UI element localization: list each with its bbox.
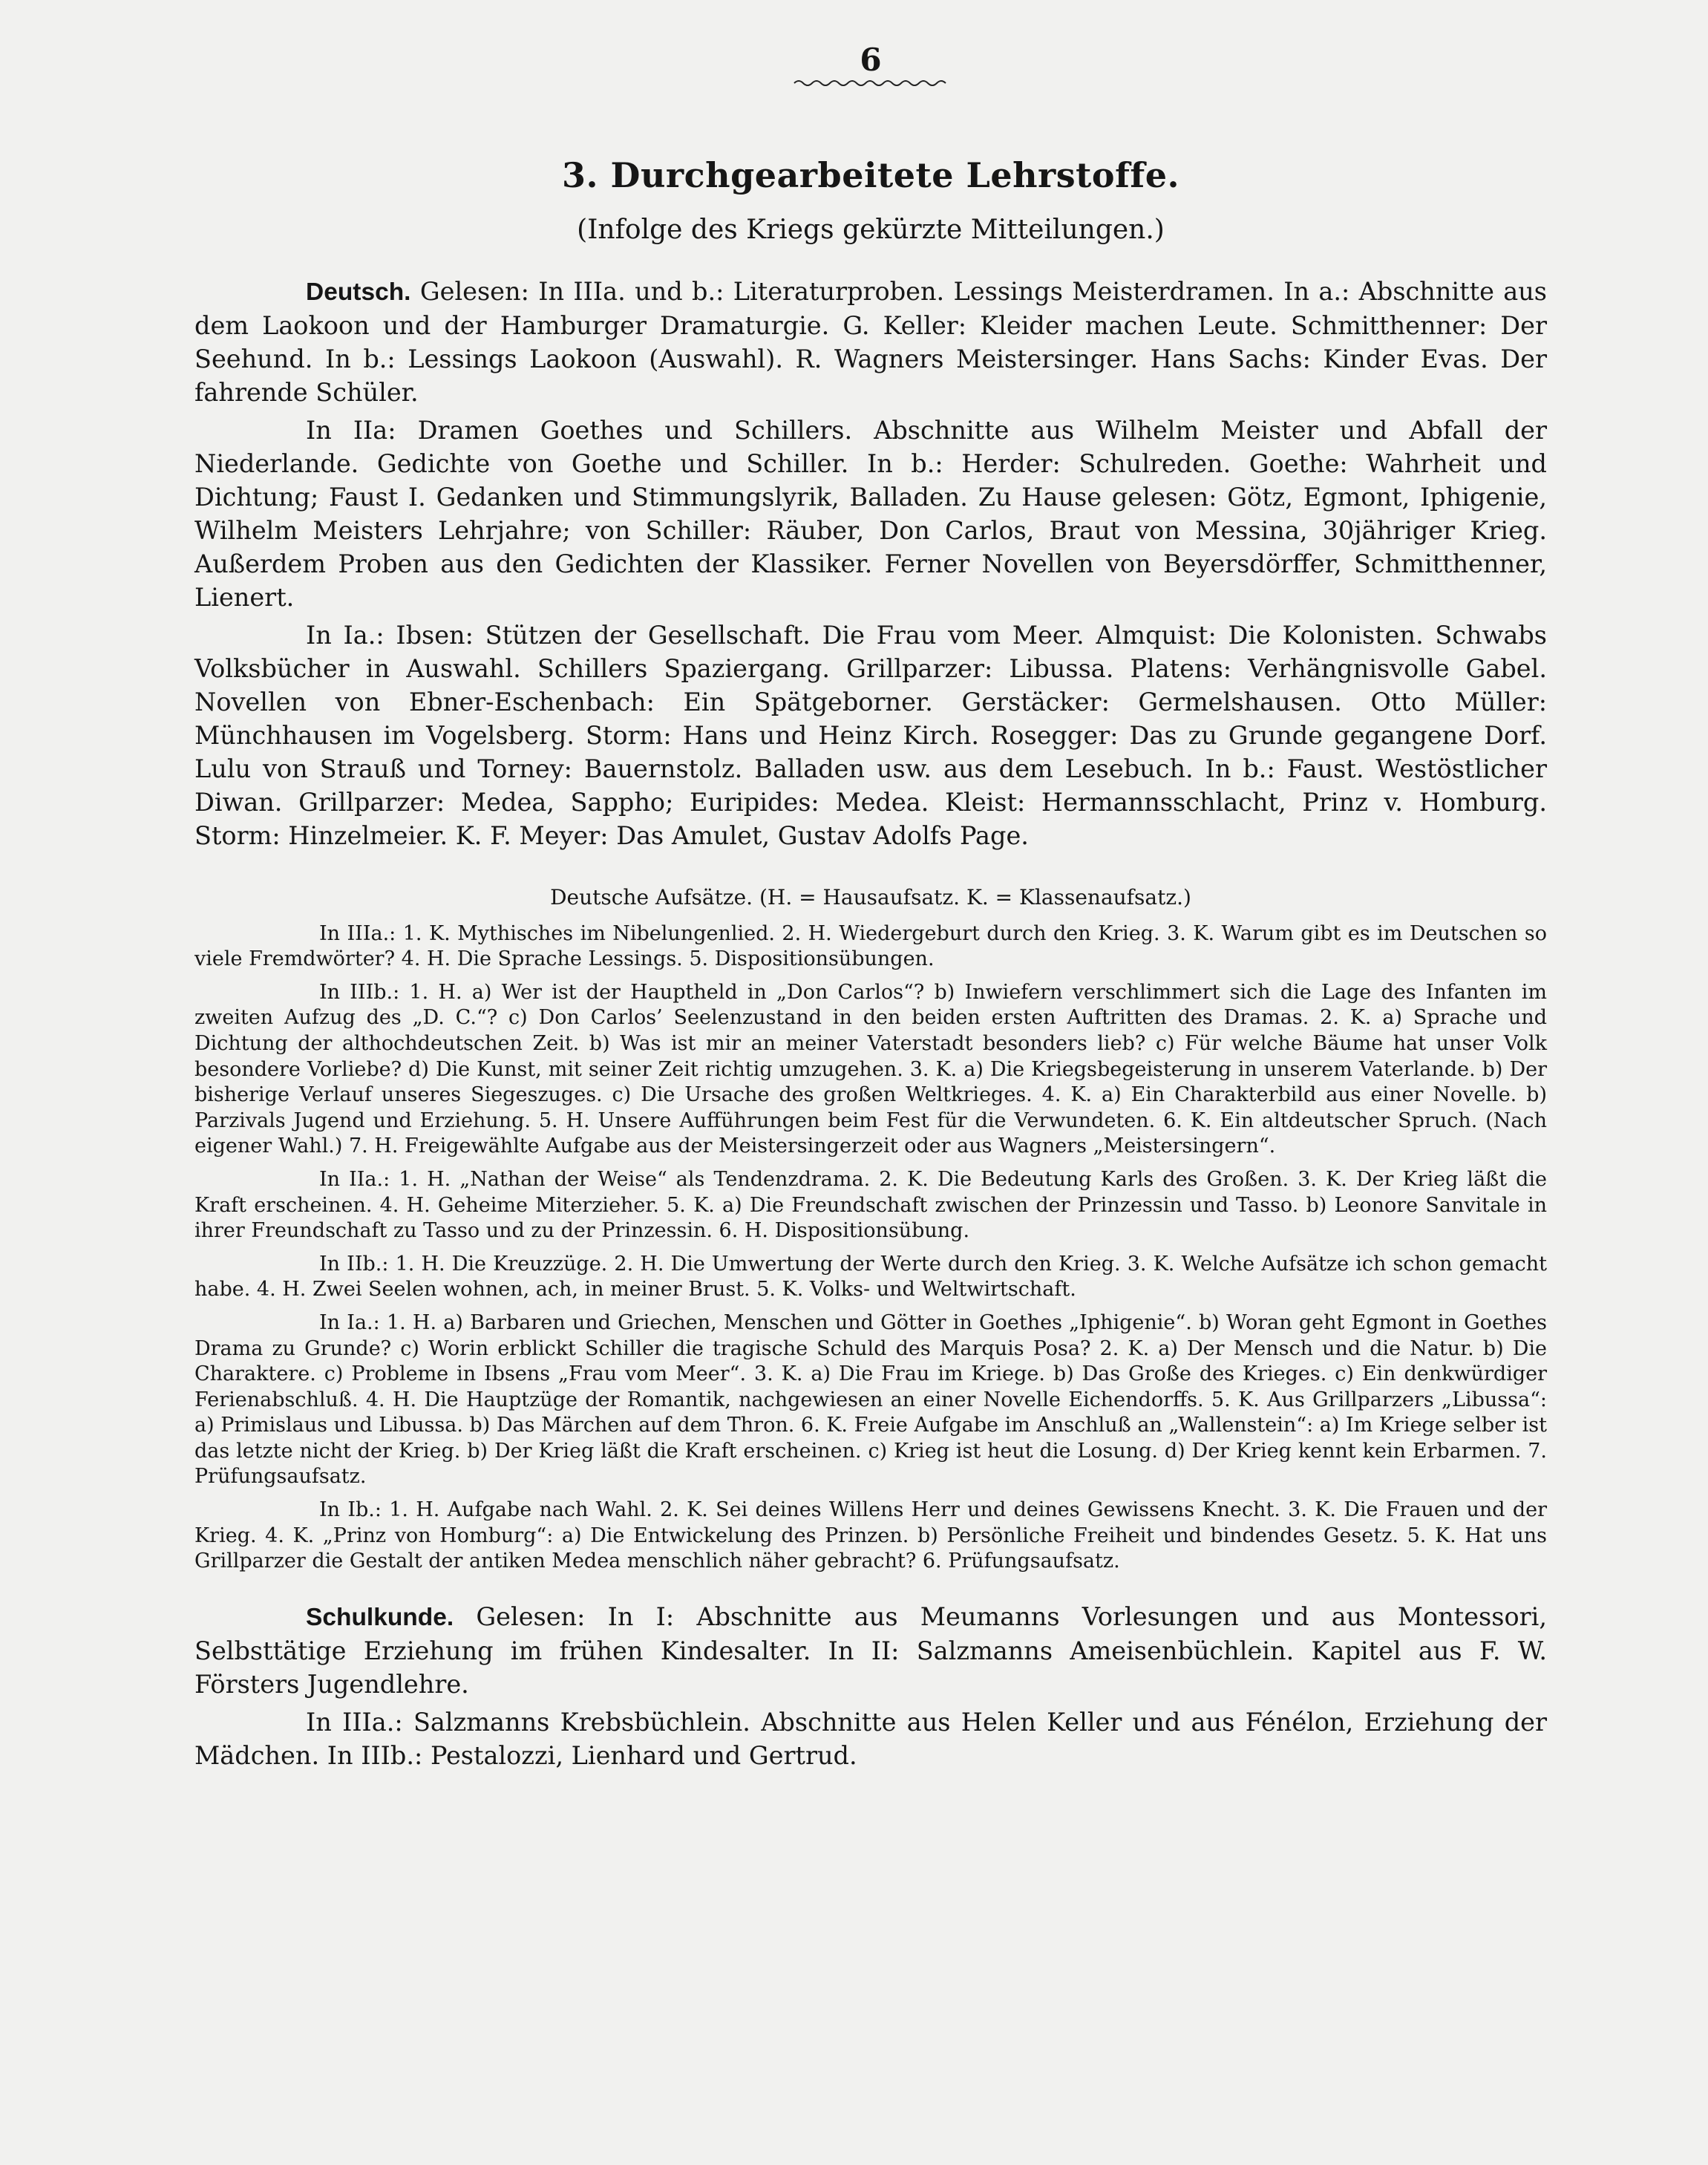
schulkunde-heading: Schulkunde. (306, 1603, 454, 1631)
deutsch-paragraph-3: In Ia.: Ibsen: Stützen der Gesellschaft. Die Frau vom Meer. Almquist: Die Kolonisten. Schwabs Volksbücher in Auswahl. Schillers Spaziergang. Grillparzer: Libussa. Platens: Verhängnisvolle Gabel. Novellen von Ebner-Eschenbach: Ein Spätgeborner. Gerstäcker: Germelshausen. Otto Müller: Münchhausen im Vogelsberg. Storm: Hans und Heinz Kirch. Rosegger: Das zu Grunde gegangene Dorf. Lulu von Strauß und Torney: Bauernstolz. Balladen usw. aus dem Lesebuch. In b.: Faust. Westöstlicher Diwan. Grillparzer: Medea, Sappho; Euripides: Medea. Kleist: Hermannsschlacht, Prinz v. Homburg. Storm: Hinzelmeier. K. F. Meyer: Das Amulet, Gustav Adolfs Page. (194, 621, 1547, 850)
deutsch-text-1: Gelesen: In IIIa. und b.: Literaturproben. Lessings Meisterdramen. In a.: Abschnitte aus dem Laokoon und der Hamburger Dramaturgie. G. Keller: Kleider machen Leute. Schmitthenner: Der Seehund. In b.: Lessings Laokoon (Auswahl). R. Wagners Meistersinger. Hans Sachs: Kinder Evas. Der fahrende Schüler. (194, 277, 1547, 407)
aufsaetze-IIb: In IIb.: 1. H. Die Kreuzzüge. 2. H. Die Umwertung der Werte durch den Krieg. 3. K. Welche Aufsätze ich schon gemacht habe. 4. H. Zwei Seelen wohnen, ach, in meiner Brust. 5. K. Volks- und Weltwirtschaft. (194, 1252, 1547, 1302)
aufsaetze-IIIa: In IIIa.: 1. K. Mythisches im Nibelungenlied. 2. H. Wiedergeburt durch den Krieg. 3. K. Warum gibt es im Deutschen so viele Fremdwörter? 4. H. Die Sprache Lessings. 5. Dispositionsübungen. (194, 921, 1547, 971)
deutsch-heading: Deutsch. (306, 278, 411, 306)
schulkunde-section (194, 1600, 1547, 1772)
aufsaetze-Ib: In Ib.: 1. H. Aufgabe nach Wahl. 2. K. Sei deines Willens Herr und deines Gewissens Knecht. 3. K. Die Frauen und der Krieg. 4. K. „Prinz von Homburg“: a) Die Entwickelung des Prinzen. b) Persönliche Freiheit und bindendes Gesetz. 5. K. Hat uns Grillparzer die Gestalt der antiken Medea menschlich näher gebracht? 6. Prüfungsaufsatz. (194, 1498, 1547, 1573)
aufsaetze-section (194, 885, 1547, 1575)
aufsaetze-IIa: In IIa.: 1. H. „Nathan der Weise“ als Tendenzdrama. 2. K. Die Bedeutung Karls des Großen. 3. K. Der Krieg läßt die Kraft erscheinen. 4. H. Geheime Miterzieher. 5. K. a) Die Freundschaft zwischen der Prinzessin und Tasso. b) Leonore Sanvitale in ihrer Freundschaft zu Tasso und zu der Prinzessin. 6. H. Dispositionsübung. (194, 1167, 1547, 1243)
section-subtitle: (Infolge des Kriegs gekürzte Mitteilungen.) (577, 215, 1165, 245)
schulkunde-paragraph-1 (194, 1600, 1547, 1701)
wavy-ornament (194, 77, 1547, 91)
deutsch-paragraph-1 (194, 275, 1547, 409)
aufsaetze-Ia: In Ia.: 1. H. a) Barbaren und Griechen, Menschen und Götter in Goethes „Iphigenie“. b) Woran geht Egmont in Goethes Drama zu Grunde? c) Worin erblickt Schiller die tragische Schuld des Marquis Posa? 2. K. a) Der Mensch und die Natur. b) Die Charaktere. c) Probleme in Ibsens „Frau vom Meer“. 3. K. a) Die Frau im Kriege. b) Das Große des Krieges. c) Ein denkwürdiger Ferienabschluß. 4. H. Die Hauptzüge der Romantik, nachgewiesen an einer Novelle Eichendorffs. 5. K. Aus Grillparzers „Libussa“: a) Primislaus und Libussa. b) Das Märchen auf dem Thron. 6. K. Freie Aufgabe im Anschluß an „Wallenstein“: a) Im Kriege selber ist das letzte nicht der Krieg. b) Der Krieg läßt die Kraft erscheinen. c) Krieg ist heut die Losung. d) Der Krieg kennt kein Erbarmen. 7. Prüfungsaufsatz. (194, 1310, 1547, 1489)
schulkunde-text-1: Gelesen: In I: Abschnitte aus Meumanns Vorlesungen und aus Montessori, Selbsttätige Erziehung im frühen Kindesalter. In II: Salzmanns Ameisenbüchlein. Kapitel aus F. W. Försters Jugendlehre. (194, 1601, 1547, 1699)
page-number: 6 (860, 42, 882, 78)
document-page (194, 42, 1547, 1772)
deutsch-paragraph-2: In IIa: Dramen Goethes und Schillers. Abschnitte aus Wilhelm Meister und Abfall der Niederlande. Gedichte von Goethe und Schiller. In b.: Herder: Schulreden. Goethe: Wahrheit und Dichtung; Faust I. Gedanken und Stimmungslyrik, Balladen. Zu Hause gelesen: Götz, Egmont, Iphigenie, Wilhelm Meisters Lehrjahre; von Schiller: Räuber, Don Carlos, Braut von Messina, 30jähriger Krieg. Außerdem Proben aus den Gedichten der Klassiker. Ferner Novellen von Beyersdörffer, Schmitthenner, Lienert. (194, 416, 1547, 612)
aufsaetze-heading: Deutsche Aufsätze. (H. = Hausaufsatz. K. = Klassenaufsatz.) (550, 885, 1191, 910)
wavy-rule-icon (793, 78, 949, 88)
section-title: 3. Durchgearbeitete Lehrstoffe. (562, 155, 1179, 195)
deutsch-section (194, 275, 1547, 852)
aufsaetze-IIIb: In IIIb.: 1. H. a) Wer ist der Hauptheld in „Don Carlos“? b) Inwiefern verschlimmert sich die Lage des Infanten im zweiten Aufzug des „D. C.“? c) Don Carlos’ Seelenzustand in den beiden ersten Auftritten des Dramas. 2. K. a) Sprache und Dichtung der althochdeutschen Zeit. b) Was ist mir an meiner Vaterstadt besonders lieb? c) Für welche Bäume hat unser Volk besondere Vorliebe? d) Die Kunst, mit seiner Zeit richtig umzugehen. 3. K. a) Die Kriegsbegeisterung in unserem Vaterlande. b) Der bisherige Verlauf unseres Siegeszuges. c) Die Ursache des großen Weltkrieges. 4. K. a) Ein Charakterbild aus einer Novelle. b) Parzivals Jugend und Erziehung. 5. H. Unsere Aufführungen beim Fest für die Verwundeten. 6. K. Ein altdeutscher Spruch. (Nach eigener Wahl.) 7. H. Freigewählte Aufgabe aus der Meistersingerzeit oder aus Wagners „Meistersingern“. (194, 980, 1547, 1158)
schulkunde-paragraph-2: In IIIa.: Salzmanns Krebsbüchlein. Abschnitte aus Helen Keller und aus Fénélon, Erziehung der Mädchen. In IIIb.: Pestalozzi, Lienhard und Gertrud. (194, 1707, 1547, 1770)
